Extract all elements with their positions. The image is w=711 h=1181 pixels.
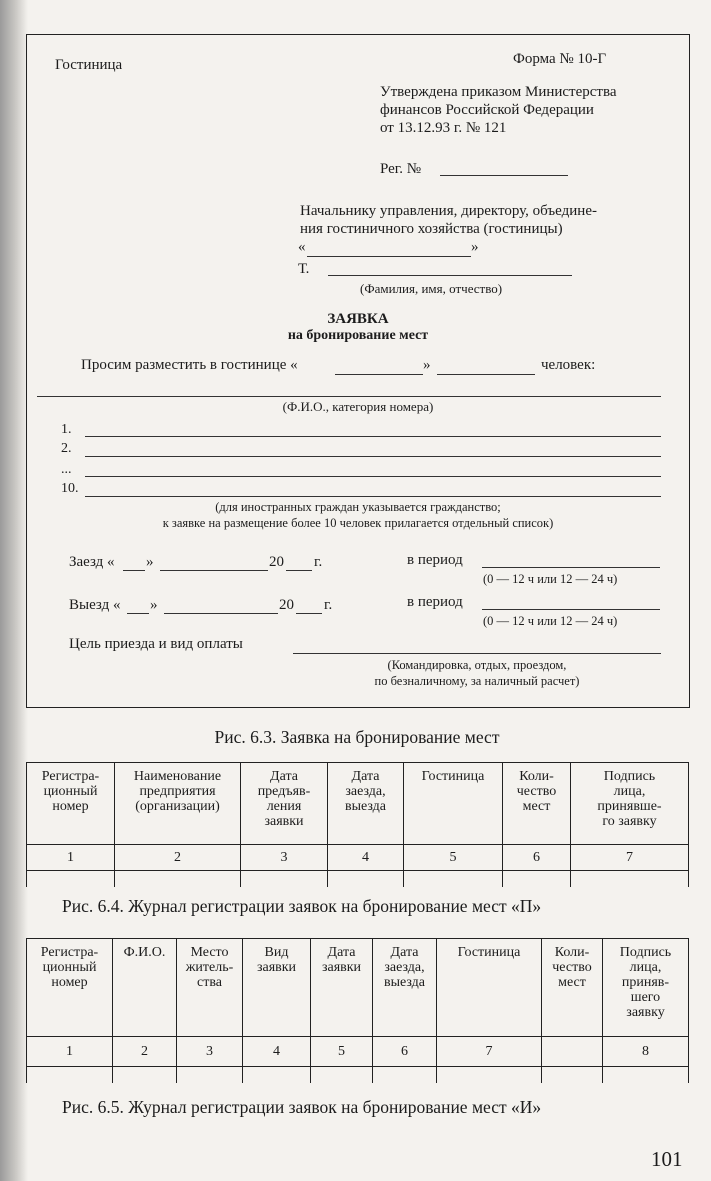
arrival-period-label: в период <box>407 552 463 568</box>
column-header: Дата заявки <box>311 939 373 1037</box>
figure-caption-6-4: Рис. 6.4. Журнал регистрации заявок на бронирование мест «П» <box>62 896 542 916</box>
column-number: 7 <box>437 1037 542 1067</box>
guest-line-2[interactable] <box>85 456 661 457</box>
departure-quote-close: » <box>150 597 158 613</box>
column-number: 6 <box>373 1037 437 1067</box>
column-number: 6 <box>503 845 571 871</box>
fio-category-hint: (Ф.И.О., категория номера) <box>282 399 434 414</box>
list-number: ... <box>61 462 72 477</box>
fio-hint: (Фамилия, имя, отчество) <box>360 281 503 296</box>
purpose-hint-line: по безналичному, за наличный расчет) <box>374 674 580 688</box>
reg-number-field[interactable] <box>440 175 568 176</box>
approval-line: от 13.12.93 г. № 121 <box>380 120 507 136</box>
column-header: Место житель- ства <box>177 939 243 1037</box>
column-number: 2 <box>113 1037 177 1067</box>
quote-close: » <box>471 239 479 255</box>
departure-period-hint: (0 — 12 ч или 12 — 24 ч) <box>483 614 618 628</box>
column-header: Дата заезда, выезда <box>373 939 437 1037</box>
column-number: 3 <box>177 1037 243 1067</box>
foreign-note <box>27 499 689 531</box>
addressee-line: ния гостиничного хозяйства (гостиницы) <box>300 221 563 237</box>
departure-year-field[interactable] <box>296 613 322 614</box>
arrival-year-field[interactable] <box>286 570 312 571</box>
figure-caption-6-5: Рис. 6.5. Журнал регистрации заявок на бронирование мест «И» <box>62 1097 542 1117</box>
addressee-line: Начальнику управления, директору, объедине- <box>300 203 597 219</box>
request-quote-close: » <box>423 357 431 373</box>
guest-line-1[interactable] <box>85 436 661 437</box>
list-number: 2. <box>61 441 72 456</box>
form-subtitle: на бронирование мест <box>287 328 429 343</box>
t-label: Т. <box>298 261 310 277</box>
guest-line-10[interactable] <box>85 496 661 497</box>
arrival-label: Заезд « <box>69 554 115 570</box>
column-header: Подпись лица, принявше- го заявку <box>571 763 689 845</box>
departure-month-field[interactable] <box>164 613 278 614</box>
book-spine-shadow <box>0 0 28 1181</box>
column-number: 2 <box>115 845 241 871</box>
column-header: Подпись лица, приняв- шего заявку <box>603 939 689 1037</box>
departure-year-suffix: г. <box>324 597 333 613</box>
departure-century: 20 <box>279 597 294 613</box>
hotel-label: Гостиница <box>55 57 123 73</box>
form-number: Форма № 10-Г <box>513 51 607 67</box>
arrival-year-suffix: г. <box>314 554 323 570</box>
reg-number-label: Рег. № <box>380 161 422 177</box>
arrival-month-field[interactable] <box>160 570 268 571</box>
column-header: Коли- чество мест <box>503 763 571 845</box>
purpose-hint-line: (Командировка, отдых, проездом, <box>387 658 567 672</box>
figure-caption-6-3: Рис. 6.3. Заявка на бронирование мест <box>214 727 500 747</box>
people-label: человек: <box>541 357 596 373</box>
arrival-century: 20 <box>269 554 284 570</box>
table-blank-row <box>27 1067 689 1084</box>
approval-line: финансов Российской Федерации <box>380 102 594 118</box>
approval-line: Утверждена приказом Министерства <box>380 84 617 100</box>
people-count-field[interactable] <box>437 374 535 375</box>
column-header: Дата предъяв- ления заявки <box>241 763 328 845</box>
column-header: Дата заезда, выезда <box>328 763 404 845</box>
column-header: Коли- чество мест <box>542 939 603 1037</box>
column-number <box>542 1037 603 1067</box>
journal-table-p <box>26 762 689 887</box>
request-text: Просим разместить в гостинице « <box>81 357 298 373</box>
addressee-block <box>300 202 597 238</box>
column-number: 8 <box>603 1037 689 1067</box>
hotel-name-field[interactable] <box>335 374 423 375</box>
column-header: Гостиница <box>404 763 503 845</box>
column-number: 7 <box>571 845 689 871</box>
table-header-row <box>27 939 689 1037</box>
departure-label: Выезд « <box>69 597 121 613</box>
organization-field[interactable] <box>307 256 471 257</box>
table-number-row <box>27 1037 689 1067</box>
reservation-form <box>26 34 690 708</box>
purpose-field[interactable] <box>293 653 661 654</box>
foreign-note-line: (для иностранных граждан указывается гражданство; <box>215 500 501 514</box>
column-header: Вид заявки <box>243 939 311 1037</box>
column-header: Ф.И.О. <box>113 939 177 1037</box>
page-number: 101 <box>651 1147 683 1171</box>
column-number: 1 <box>27 1037 113 1067</box>
journal-table-i <box>26 938 689 1083</box>
column-number: 4 <box>243 1037 311 1067</box>
list-number: 10. <box>61 481 79 496</box>
purpose-hint <box>327 657 627 689</box>
approval-block <box>380 83 617 137</box>
column-number: 1 <box>27 845 115 871</box>
column-number: 5 <box>311 1037 373 1067</box>
form-title: ЗАЯВКА <box>327 311 389 327</box>
departure-day-field[interactable] <box>127 613 149 614</box>
list-number: 1. <box>61 422 72 437</box>
table-number-row <box>27 845 689 871</box>
column-number: 5 <box>404 845 503 871</box>
foreign-note-line: к заявке на размещение более 10 человек прилагается отдельный список) <box>162 516 554 530</box>
manager-name-field[interactable] <box>328 275 572 276</box>
column-header: Регистра- ционный номер <box>27 939 113 1037</box>
arrival-period-hint: (0 — 12 ч или 12 — 24 ч) <box>483 572 618 586</box>
table-blank-row <box>27 871 689 888</box>
names-line[interactable] <box>37 396 661 397</box>
quote-open: « <box>298 239 306 255</box>
arrival-day-field[interactable] <box>123 570 145 571</box>
arrival-quote-close: » <box>146 554 154 570</box>
departure-period-field[interactable] <box>482 609 660 610</box>
column-number: 3 <box>241 845 328 871</box>
departure-period-label: в период <box>407 594 463 610</box>
arrival-period-field[interactable] <box>482 567 660 568</box>
column-header: Наименование предприятия (организации) <box>115 763 241 845</box>
column-number: 4 <box>328 845 404 871</box>
column-header: Регистра- ционный номер <box>27 763 115 845</box>
purpose-label: Цель приезда и вид оплаты <box>69 636 243 652</box>
guest-line-ellipsis[interactable] <box>85 476 661 477</box>
column-header: Гостиница <box>437 939 542 1037</box>
table-header-row <box>27 763 689 845</box>
